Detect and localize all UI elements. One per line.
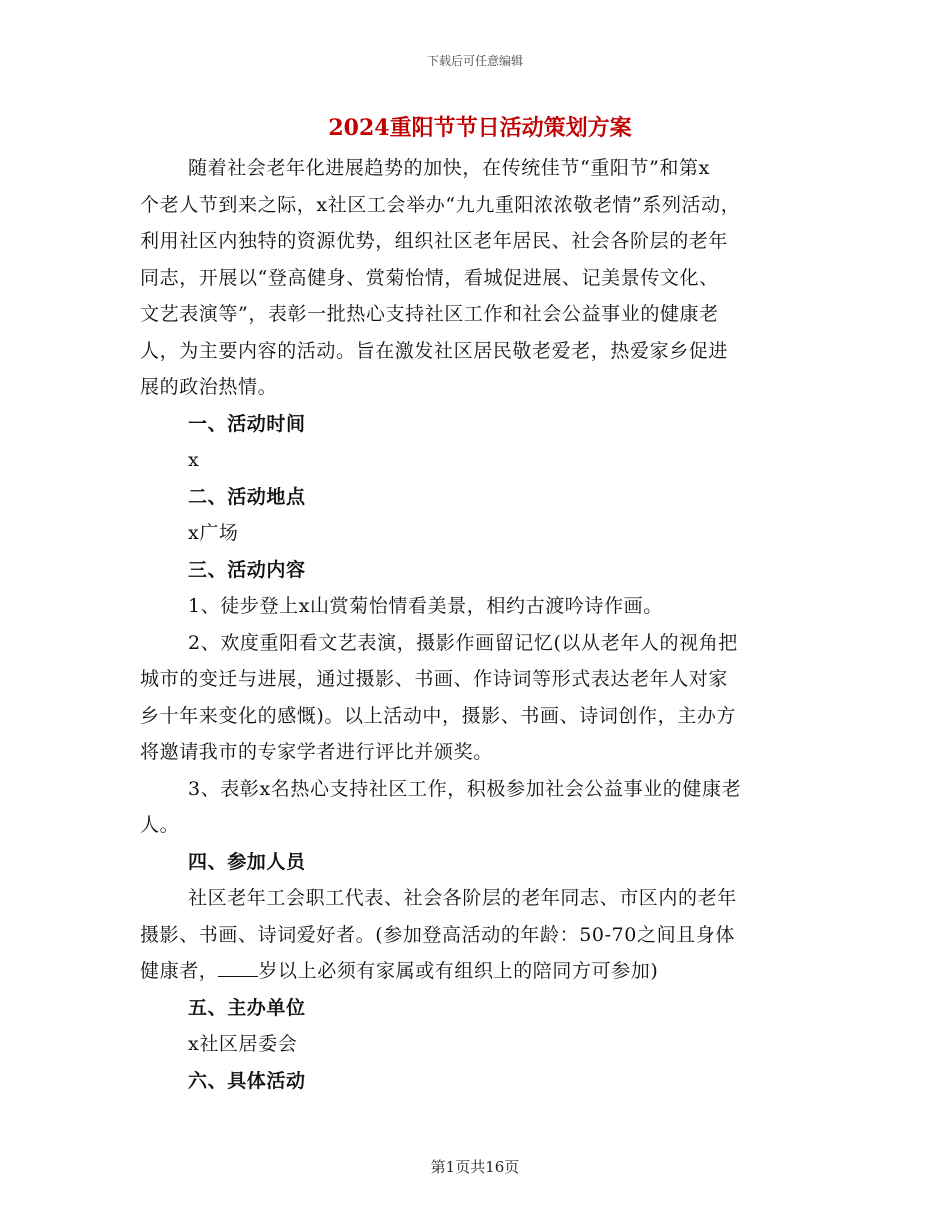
participants-line: 社区老年工会职工代表、社会各阶层的老年同志、市区内的老年 [188, 887, 737, 909]
intro-line: 展的政治热情。 [140, 376, 278, 398]
section-body-organizer: x社区居委会 [188, 1033, 298, 1055]
section-heading-participants: 四、参加人员 [188, 850, 306, 873]
content-item-3-line: 3、表彰x名热心支持社区工作，积极参加社会公益事业的健康老 [188, 777, 742, 800]
section-body-time: x [188, 449, 200, 471]
intro-line: 人，为主要内容的活动。旨在激发社区居民敬老爱老，热爱家乡促进 [140, 339, 729, 362]
document-title: 2024重阳节节日活动策划方案 [328, 115, 632, 141]
content-item-2-line: 将邀请我市的专家学者进行评比并颁奖。 [140, 741, 493, 763]
edit-note-header: 下载后可任意编辑 [426, 54, 523, 68]
section-heading-time: 一、活动时间 [188, 412, 306, 435]
content-item-2-line: 城市的变迁与进展，通过摄影、书画、作诗词等形式表达老年人对家 [140, 668, 729, 690]
content-item-1: 1、徒步登上x山赏菊怡情看美景，相约古渡吟诗作画。 [188, 595, 663, 617]
intro-paragraph [140, 150, 820, 406]
content-item-3 [140, 771, 820, 844]
content-item-2 [140, 625, 820, 771]
page-number-footer: 第1页共16页 [430, 1158, 520, 1176]
participants-prefix: 健康者， [140, 960, 219, 982]
content-item-3-line: 人。 [140, 814, 180, 836]
section-heading-activities: 六、具体活动 [188, 1069, 306, 1092]
participants-line-last [140, 953, 820, 990]
intro-line: 文艺表演等”，表彰一批热心支持社区工作和社会公益事业的健康老 [140, 303, 719, 325]
intro-line: 随着社会老年化进展趋势的加快，在传统佳节“重阳节”和第x [188, 157, 710, 179]
section-heading-organizer: 五、主办单位 [188, 996, 306, 1019]
participants-line: 摄影、书画、诗词爱好者。(参加登高活动的年龄：50-70之间且身体 [140, 923, 735, 946]
section-heading-location: 二、活动地点 [188, 485, 306, 508]
intro-line: 同志，开展以“登高健身、赏菊怡情，看城促进展、记美景传文化、 [140, 266, 719, 289]
intro-line: 利用社区内独特的资源优势，组织社区老年居民、社会各阶层的老年 [140, 230, 729, 252]
age-blank [218, 960, 258, 977]
participants-body [140, 880, 820, 990]
intro-line: 个老人节到来之际，x社区工会举办“九九重阳浓浓敬老情”系列活动， [140, 193, 741, 216]
section-heading-content: 三、活动内容 [188, 558, 306, 581]
section-body-location: x广场 [188, 522, 239, 544]
content-item-2-line: 2、欢度重阳看文艺表演，摄影作画留记忆(以从老年人的视角把 [188, 631, 738, 654]
document-body [140, 112, 820, 1099]
participants-suffix: 岁以上必须有家属或有组织上的陪同方可参加) [258, 960, 659, 982]
content-item-2-line: 乡十年来变化的感慨)。以上活动中，摄影、书画、诗词创作，主办方 [140, 704, 737, 727]
